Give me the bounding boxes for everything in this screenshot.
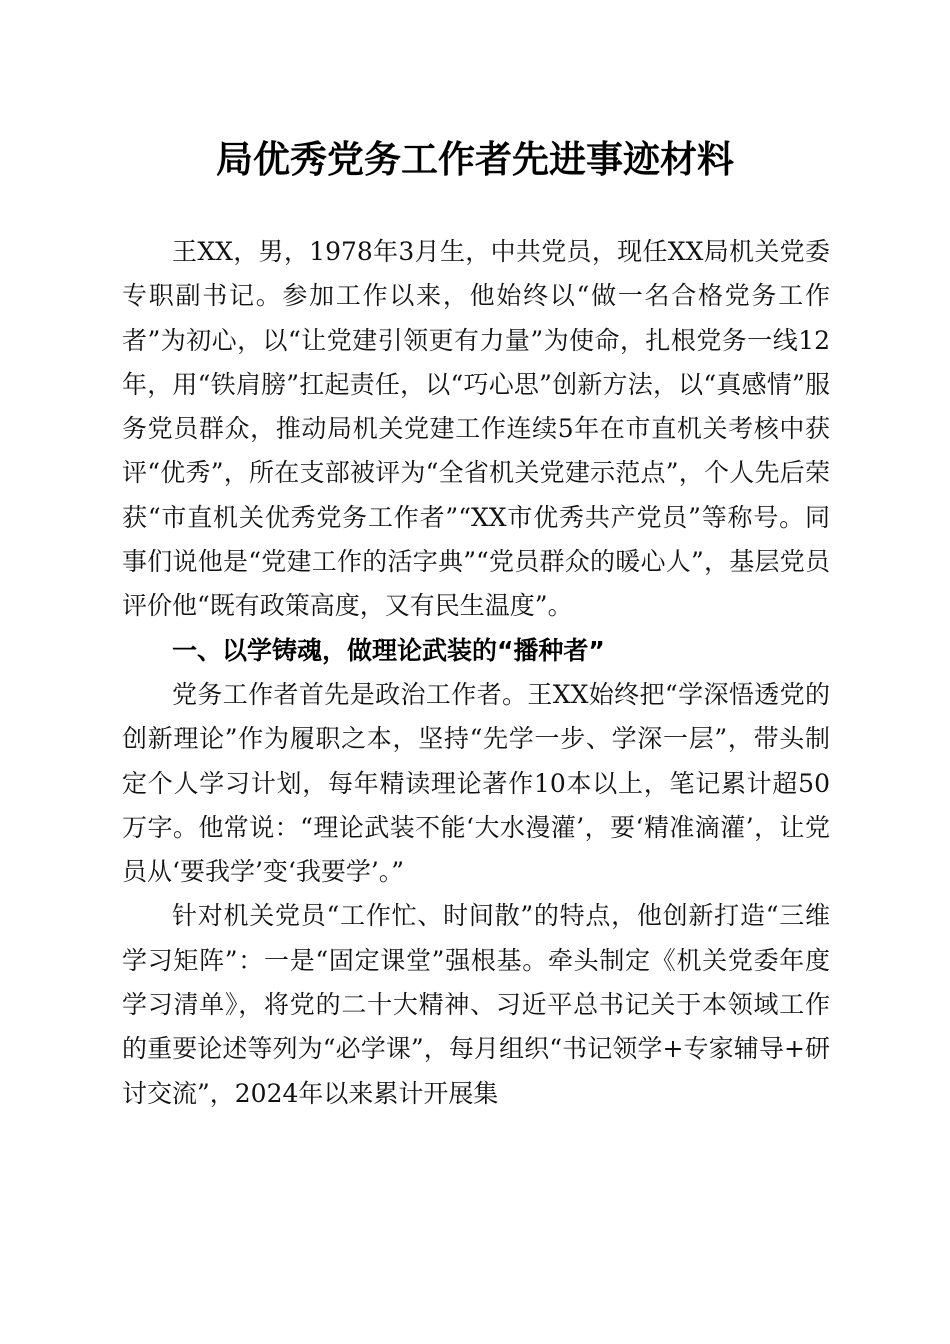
body-paragraph: 针对机关党员“工作忙、时间散”的特点，他创新打造“三维学习矩阵”：一是“固定课堂”强根基。牵头制定《机关党委年度学习清单》，将党的二十大精神、习近平总书记关于本领域工作的重要论述等列为“必学课”，每月组织“书记领学+专家辅导+研讨交流”，2024年以来累计开展集 <box>122 901 830 1108</box>
section-heading: 一、以学铸魂，做理论武装的“播种者” <box>172 635 605 665</box>
intro-paragraph: 王XX，男，1978年3月生，中共党员，现任XX局机关党委专职副书记。参加工作以来，他始终以“做一名合格党务工作者”为初心，以“让党建引领更有力量”为使命，扎根党务一线12年，用“铁肩膀”扛起责任，以“巧心思”创新方法，以“真感情”服务党员群众，推动局机关党建工作连续5年在市直机关考核中获评“优秀”，所在支部被评为“全省机关党建示范点”，个人先后荣获“市直机关优秀党务工作者”“XX市优秀共产党员”等称号。同事们说他是“党建工作的活字典”“党员群众的暖心人”，基层党员评价他“既有政策高度，又有民生温度”。 <box>122 237 830 621</box>
document-title: 局优秀党务工作者先进事迹材料 <box>216 137 734 181</box>
document-body <box>122 230 830 1116</box>
body-paragraph: 党务工作者首先是政治工作者。王XX始终把“学深悟透党的创新理论”作为履职之本，坚持“先学一步、学深一层”，带头制定个人学习计划，每年精读理论著作10本以上，笔记累计超50万字。他常说：“理论武装不能‘大水漫灌’，要‘精准滴灌’，让党员从‘要我学’变‘我要学’。” <box>122 679 830 887</box>
